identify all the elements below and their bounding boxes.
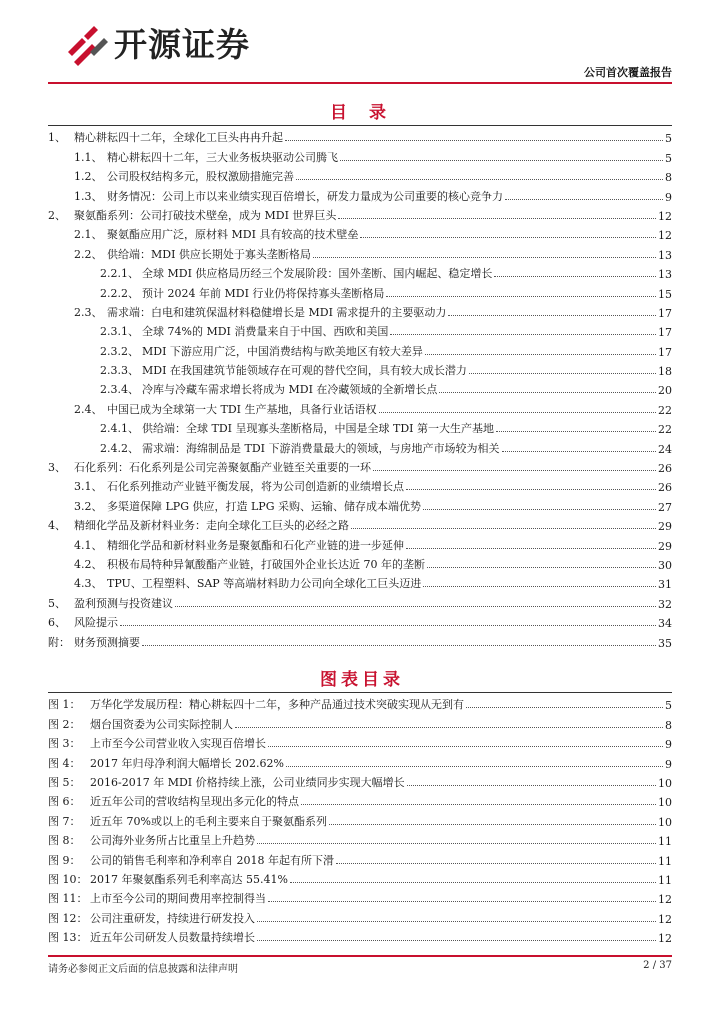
- toc-entry-number: 2.3.2、: [100, 344, 139, 358]
- toc-entry-number: 2.4、: [74, 402, 103, 416]
- dot-leader: [286, 766, 663, 767]
- toc-entry-page: 24: [658, 442, 672, 456]
- figure-entry-number: 图 6：: [48, 795, 81, 809]
- figure-entry-page: 12: [658, 893, 672, 907]
- toc-entry-page: 29: [658, 520, 672, 534]
- toc-entry-title[interactable]: 财务预测摘要: [74, 635, 140, 649]
- figure-entry-title[interactable]: 上市至今公司的期间费用率控制得当: [90, 892, 266, 906]
- dot-leader: [406, 548, 656, 549]
- toc-entry-title[interactable]: 风险提示: [74, 616, 118, 630]
- dot-leader: [505, 199, 663, 200]
- figure-entry[interactable]: [48, 751, 672, 770]
- dot-leader: [301, 804, 656, 805]
- toc-entry-page: 18: [658, 365, 672, 379]
- dot-leader: [268, 901, 656, 902]
- dot-leader: [448, 315, 656, 316]
- toc-entry-title[interactable]: 聚氨酯系列：公司打破技术壁垒，成为 MDI 世界巨头: [74, 208, 337, 222]
- toc-entry-title[interactable]: 积极布局特种异氰酸酯产业链，打破国外企业长达近 70 年的垄断: [107, 557, 425, 571]
- figure-entry-number: 图 2：: [48, 717, 81, 731]
- figure-entry-title[interactable]: 2016-2017 年 MDI 价格持续上涨，公司业绩同步实现大幅增长: [90, 775, 405, 789]
- dot-leader: [142, 645, 656, 646]
- toc-entry-page: 5: [665, 132, 672, 146]
- dot-leader: [351, 528, 656, 529]
- dot-leader: [407, 785, 656, 786]
- dot-leader: [390, 334, 656, 335]
- figure-entry-title[interactable]: 烟台国资委为公司实际控制人: [90, 717, 233, 731]
- toc-entry-number: 1.3、: [74, 189, 103, 203]
- toc-entry-number: 2.4.2、: [100, 441, 139, 455]
- figure-entry-page: 9: [665, 757, 672, 771]
- dot-leader: [296, 179, 663, 180]
- figure-entry-page: 11: [658, 835, 672, 849]
- figure-entry-title[interactable]: 近五年 70%或以上的毛利主要来自于聚氨酯系列: [90, 814, 327, 828]
- toc-entry-title[interactable]: 需求端：白电和建筑保温材料稳健增长是 MDI 需求提升的主要驱动力: [107, 305, 447, 319]
- figure-entry-number: 图 9：: [48, 853, 81, 867]
- toc-entry-number: 3.1、: [74, 480, 103, 494]
- figure-entry[interactable]: [48, 693, 672, 712]
- dot-leader: [257, 921, 656, 922]
- toc-entry-number: 5、: [48, 596, 66, 610]
- toc-entry-page: 5: [665, 151, 672, 165]
- dot-leader: [502, 451, 657, 452]
- toc-entry-number: 4.3、: [74, 577, 103, 591]
- toc-entry[interactable]: [48, 533, 672, 552]
- figure-entry-page: 12: [658, 912, 672, 926]
- toc-entry-number: 1.1、: [74, 150, 103, 164]
- figure-entry-number: 图 7：: [48, 814, 81, 828]
- figure-entry-title[interactable]: 2017 年归母净利润大幅增长 202.62%: [90, 756, 284, 770]
- toc-entry[interactable]: [48, 417, 672, 436]
- toc-entry[interactable]: [48, 301, 672, 320]
- figure-entry-page: 12: [658, 932, 672, 946]
- toc-entry-number: 2.2.2、: [100, 286, 139, 300]
- toc-entry-title[interactable]: 石化系列推动产业链平衡发展，将为公司创造新的业绩增长点: [107, 480, 404, 494]
- toc-entry-title[interactable]: MDI 下游应用广泛，中国消费结构与欧美地区有较大差异: [142, 344, 423, 358]
- toc-entry-title[interactable]: 石化系列：石化系列是公司完善聚氨酯产业链至关重要的一环: [74, 461, 371, 475]
- toc-entry[interactable]: [48, 281, 672, 300]
- figure-entry-page: 10: [658, 815, 672, 829]
- toc-entry[interactable]: [48, 126, 672, 145]
- toc-entry[interactable]: [48, 572, 672, 591]
- toc-entry[interactable]: [48, 223, 672, 242]
- toc-entry-number: 2.1、: [74, 228, 103, 242]
- toc-entry-title[interactable]: 需求端：海绵制品是 TDI 下游消费量最大的领域，与房地产市场较为相关: [142, 441, 500, 455]
- figure-entry[interactable]: [48, 926, 672, 945]
- toc-entry-title[interactable]: 多渠道保障 LPG 供应，打造 LPG 采购、运输、储存成本端优势: [107, 499, 421, 513]
- toc-entry[interactable]: [48, 165, 672, 184]
- figure-entry-page: 10: [658, 796, 672, 810]
- figure-entry[interactable]: [48, 771, 672, 790]
- figure-entry-number: 图 5：: [48, 775, 81, 789]
- dot-leader: [285, 140, 663, 141]
- toc-entry-page: 32: [658, 597, 672, 611]
- dot-leader: [235, 727, 663, 728]
- figure-entry[interactable]: [48, 868, 672, 887]
- figure-entry-title[interactable]: 万华化学发展历程：精心耕耘四十二年，多种产品通过技术突破实现从无到有: [90, 698, 464, 712]
- figure-entry-title[interactable]: 公司注重研发，持续进行研发投入: [90, 911, 255, 925]
- toc-entry-title[interactable]: 聚氨酯应用广泛，原材料 MDI 具有较高的技术壁垒: [107, 228, 359, 242]
- dot-leader: [466, 707, 663, 708]
- toc-entry-page: 31: [658, 578, 672, 592]
- dot-leader: [386, 296, 656, 297]
- figure-entry[interactable]: [48, 906, 672, 925]
- toc-entry-number: 3、: [48, 461, 66, 475]
- toc-entry-page: 17: [658, 306, 672, 320]
- figure-entry[interactable]: [48, 790, 672, 809]
- figure-entry-page: 11: [658, 854, 672, 868]
- dot-leader: [329, 824, 656, 825]
- toc-entry-page: 8: [665, 171, 672, 185]
- toc-entry-title[interactable]: 供给端：MDI 供应长期处于寡头垄断格局: [107, 247, 311, 261]
- dot-leader: [494, 276, 656, 277]
- figure-entry-title[interactable]: 近五年公司研发人员数量持续增长: [90, 931, 255, 945]
- figure-entry[interactable]: [48, 712, 672, 731]
- figure-entry-number: 图 1：: [48, 698, 81, 712]
- company-logo: [64, 22, 250, 68]
- figure-entry-number: 图 12：: [48, 911, 88, 925]
- toc-entry-page: 26: [658, 462, 672, 476]
- dot-leader: [313, 257, 656, 258]
- toc-entry-title[interactable]: MDI 在我国建筑节能领域存在可观的替代空间，具有较大成长潜力: [142, 364, 467, 378]
- toc-entry[interactable]: [48, 397, 672, 416]
- figure-list: [48, 693, 672, 945]
- toc-entry-title[interactable]: TPU、工程塑料、SAP 等高端材料助力公司向全球化工巨头迈进: [107, 577, 422, 591]
- toc-entry-number: 4.1、: [74, 538, 103, 552]
- figure-entry[interactable]: [48, 848, 672, 867]
- toc-entry[interactable]: [48, 611, 672, 630]
- toc-entry-page: 30: [658, 558, 672, 572]
- toc-entry-page: 12: [658, 229, 672, 243]
- dot-leader: [379, 412, 657, 413]
- toc-entry-page: 29: [658, 539, 672, 553]
- toc-entry-title[interactable]: 全球 74%的 MDI 消费量来自于中国、西欧和美国: [142, 325, 389, 339]
- toc-entry-number: 2.3.1、: [100, 325, 139, 339]
- toc-entry-number: 2.2.1、: [100, 267, 139, 281]
- toc-entry-title[interactable]: 精细化学品及新材料业务：走向全球化工巨头的必经之路: [74, 519, 349, 533]
- figure-entry-page: 9: [665, 738, 672, 752]
- toc-entry-title[interactable]: 精细化学品和新材料业务是聚氨酯和石化产业链的进一步延伸: [107, 538, 404, 552]
- figure-entry-page: 10: [658, 776, 672, 790]
- dot-leader: [336, 863, 656, 864]
- dot-leader: [373, 470, 656, 471]
- toc-entry[interactable]: [48, 514, 672, 533]
- dot-leader: [120, 625, 656, 626]
- toc-entry-page: 27: [658, 500, 672, 514]
- figure-entry[interactable]: [48, 732, 672, 751]
- dot-leader: [427, 567, 656, 568]
- figure-entry-number: 图 11：: [48, 892, 88, 906]
- toc-entry-title[interactable]: 预计 2024 年前 MDI 行业仍将保持寡头垄断格局: [142, 286, 385, 300]
- toc-entry-number: 4、: [48, 519, 66, 533]
- toc-entry-number: 2.2、: [74, 247, 103, 261]
- figure-entry-title[interactable]: 上市至今公司营业收入实现百倍增长: [90, 737, 266, 751]
- toc-entry-number: 2.4.1、: [100, 422, 139, 436]
- toc-entry[interactable]: [48, 184, 672, 203]
- figure-entry[interactable]: [48, 809, 672, 828]
- toc-entry[interactable]: [48, 339, 672, 358]
- toc-entry-title[interactable]: 中国已成为全球第一大 TDI 生产基地，具备行业话语权: [107, 402, 377, 416]
- footer-disclaimer: 请务必参阅正文后面的信息披露和法律声明: [48, 964, 238, 975]
- dot-leader: [425, 354, 656, 355]
- toc-list: [48, 126, 672, 650]
- figure-entry-number: 图 8：: [48, 834, 81, 848]
- dot-leader: [423, 586, 656, 587]
- figure-entry-number: 图 13：: [48, 931, 88, 945]
- toc-entry[interactable]: [48, 378, 672, 397]
- dot-leader: [290, 882, 656, 883]
- toc-entry-title[interactable]: 全球 MDI 供应格局历经三个发展阶段：国外垄断、国内崛起、稳定增长: [142, 267, 493, 281]
- figure-entry-title[interactable]: 公司海外业务所占比重呈上升趋势: [90, 834, 255, 848]
- figure-entry-title[interactable]: 公司的销售毛利率和净利率自 2018 年起有所下滑: [90, 853, 334, 867]
- toc-entry[interactable]: [48, 204, 672, 223]
- toc-entry[interactable]: [48, 475, 672, 494]
- toc-entry-page: 17: [658, 326, 672, 340]
- figure-entry-page: 8: [665, 718, 672, 732]
- dot-leader: [338, 218, 656, 219]
- toc-entry-page: 20: [658, 384, 672, 398]
- toc-entry-page: 26: [658, 481, 672, 495]
- toc-entry-number: 1、: [48, 131, 66, 145]
- figure-entry-page: 11: [658, 873, 672, 887]
- figure-entry-number: 图 3：: [48, 737, 81, 751]
- toc-entry-number: 2、: [48, 208, 66, 222]
- header-divider: [48, 82, 672, 84]
- page-header: [0, 0, 724, 80]
- toc-entry-page: 13: [658, 248, 672, 262]
- toc-entry[interactable]: [48, 320, 672, 339]
- dot-leader: [360, 237, 656, 238]
- figure-entry-title[interactable]: 2017 年聚氨酯系列毛利率高达 55.41%: [90, 872, 288, 886]
- dot-leader: [496, 431, 656, 432]
- toc-entry[interactable]: [48, 553, 672, 572]
- toc-entry[interactable]: [48, 456, 672, 475]
- toc-entry-page: 22: [658, 403, 672, 417]
- report-type-label: 公司首次覆盖报告: [584, 66, 672, 79]
- logo-text: 开源证券: [114, 25, 250, 64]
- toc-entry-page: 22: [658, 423, 672, 437]
- figure-entry[interactable]: [48, 887, 672, 906]
- dot-leader: [340, 160, 663, 161]
- toc-entry-title[interactable]: 财务情况：公司上市以来业绩实现百倍增长，研发力量成为公司重要的核心竞争力: [107, 189, 503, 203]
- toc-entry-page: 13: [658, 268, 672, 282]
- toc-entry-title[interactable]: 公司股权结构多元，股权激励措施完善: [107, 170, 294, 184]
- figure-entry[interactable]: [48, 829, 672, 848]
- logo-mark-icon: [64, 22, 110, 68]
- toc-entry[interactable]: [48, 494, 672, 513]
- dot-leader: [469, 373, 656, 374]
- figure-entry-page: 5: [665, 699, 672, 713]
- toc-entry[interactable]: [48, 262, 672, 281]
- figures-title: 图表目录: [320, 670, 404, 690]
- toc-entry-page: 9: [665, 190, 672, 204]
- toc-entry[interactable]: [48, 591, 672, 610]
- toc-entry[interactable]: [48, 630, 672, 649]
- dot-leader: [423, 509, 656, 510]
- footer-divider: [48, 955, 672, 957]
- toc-entry-number: 3.2、: [74, 499, 103, 513]
- toc-entry-title[interactable]: 精心耕耘四十二年，全球化工巨头冉冉升起: [74, 131, 283, 145]
- toc-entry-number: 附：: [48, 635, 70, 649]
- toc-entry-number: 2.3、: [74, 305, 103, 319]
- toc-entry-number: 6、: [48, 616, 66, 630]
- dot-leader: [439, 392, 656, 393]
- dot-leader: [406, 489, 656, 490]
- toc-entry-page: 35: [658, 636, 672, 650]
- toc-entry-page: 17: [658, 345, 672, 359]
- figure-entry-title[interactable]: 近五年公司的营收结构呈现出多元化的特点: [90, 795, 299, 809]
- toc-entry[interactable]: [48, 359, 672, 378]
- toc-entry[interactable]: [48, 436, 672, 455]
- toc-entry-page: 15: [658, 287, 672, 301]
- figure-entry-number: 图 10：: [48, 872, 88, 886]
- toc-entry-page: 12: [658, 209, 672, 223]
- toc-entry-number: 2.3.3、: [100, 364, 139, 378]
- toc-entry-title[interactable]: 冷库与冷藏车需求增长将成为 MDI 在冷藏领域的全新增长点: [142, 383, 438, 397]
- dot-leader: [257, 843, 656, 844]
- toc-entry[interactable]: [48, 242, 672, 261]
- toc-entry-number: 2.3.4、: [100, 383, 139, 397]
- page-indicator: 2 / 37: [643, 960, 672, 971]
- dot-leader: [268, 746, 663, 747]
- figure-entry-number: 图 4：: [48, 756, 81, 770]
- toc-entry-title[interactable]: 供给端：全球 TDI 呈现寡头垄断格局，中国是全球 TDI 第一大生产基地: [142, 422, 494, 436]
- toc-entry[interactable]: [48, 145, 672, 164]
- toc-title: 目 录: [330, 103, 394, 123]
- toc-entry-number: 1.2、: [74, 170, 103, 184]
- toc-entry-title[interactable]: 精心耕耘四十二年，三大业务板块驱动公司腾飞: [107, 150, 338, 164]
- dot-leader: [175, 606, 656, 607]
- toc-entry-title[interactable]: 盈利预测与投资建议: [74, 596, 173, 610]
- toc-entry-number: 4.2、: [74, 557, 103, 571]
- toc-entry-page: 34: [658, 617, 672, 631]
- dot-leader: [257, 940, 656, 941]
